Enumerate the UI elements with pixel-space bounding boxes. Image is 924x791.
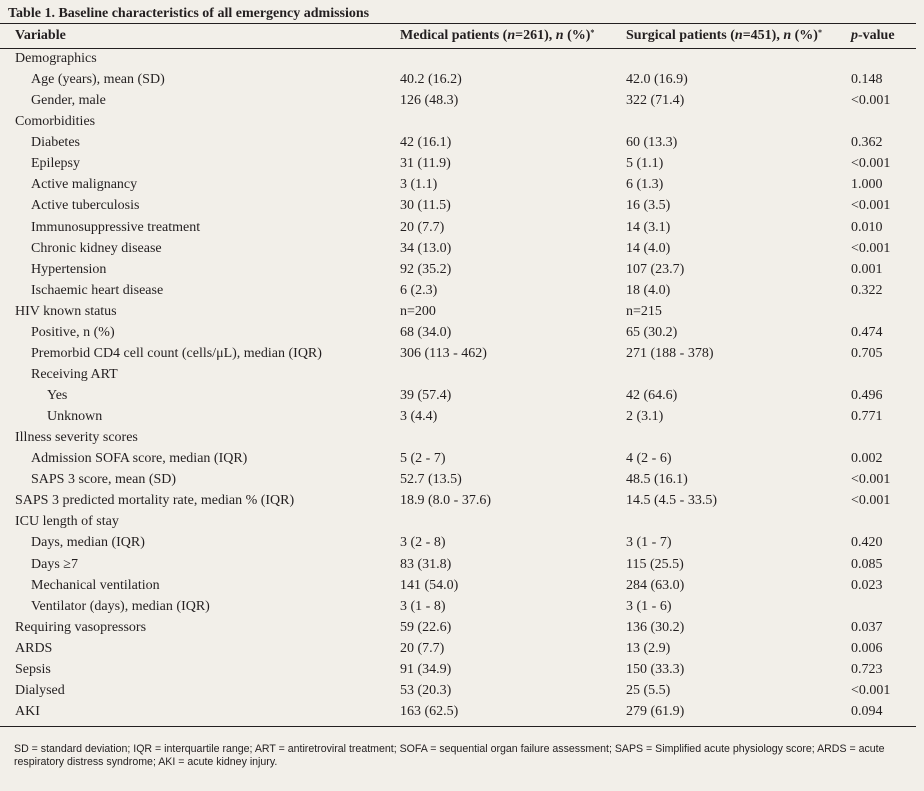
surgical-value: 60 (13.3)	[626, 135, 678, 151]
header-medical-asterisk: *	[590, 28, 595, 37]
row-label: Demographics	[15, 51, 97, 66]
header-p-value	[851, 28, 895, 44]
surgical-value: 2 (3.1)	[626, 409, 664, 425]
p-value: 0.085	[851, 556, 883, 572]
medical-value: 5 (2 - 7)	[400, 451, 446, 467]
table-row	[0, 174, 916, 195]
p-value: 0.362	[851, 135, 883, 151]
row-label: SAPS 3 score, mean (SD)	[31, 472, 177, 488]
header-medical-count: =261),	[515, 28, 556, 43]
surgical-value: 14.5 (4.5 - 33.5)	[626, 493, 717, 509]
row-label: Gender, male	[31, 93, 106, 109]
medical-value: 20 (7.7)	[400, 640, 445, 656]
surgical-value: 65 (30.2)	[626, 324, 678, 340]
header-medical	[400, 28, 594, 44]
p-value: 0.771	[851, 409, 883, 425]
p-value: <0.001	[851, 493, 891, 509]
table-row	[0, 596, 916, 617]
surgical-value: 271 (188 - 378)	[626, 345, 714, 361]
surgical-value: 3 (1 - 6)	[626, 598, 672, 614]
surgical-value: 322 (71.4)	[626, 93, 685, 109]
table-row	[0, 427, 916, 448]
medical-value: 83 (31.8)	[400, 556, 452, 572]
surgical-value: 3 (1 - 7)	[626, 535, 672, 551]
header-medical-pct: (%)	[563, 28, 591, 43]
p-value: 0.705	[851, 345, 883, 361]
row-label: Days ≥7	[31, 556, 78, 572]
header-surgical-asterisk: *	[817, 28, 822, 37]
table-row	[0, 301, 916, 322]
row-label: Ventilator (days), median (IQR)	[31, 598, 210, 614]
medical-value: 39 (57.4)	[400, 388, 452, 403]
row-label: HIV known status	[15, 303, 117, 319]
surgical-value: 279 (61.9)	[626, 703, 685, 719]
table-row	[0, 680, 916, 701]
surgical-value: 16 (3.5)	[626, 198, 671, 214]
surgical-value: 5 (1.1)	[626, 156, 664, 172]
table-row	[0, 153, 916, 174]
table-footnote: SD = standard deviation; IQR = interquartile range; ART = antiretroviral treatment; SOFA = sequential organ failure assessment; SAPS = Simplified acute physiology score; ARDS = acute respiratory distress syndrome; AKI = acute kidney injury.	[14, 743, 885, 768]
table-row	[0, 554, 916, 575]
p-value: 0.037	[851, 619, 883, 635]
medical-value: 3 (1 - 8)	[400, 598, 446, 614]
header-surgical	[626, 28, 822, 44]
p-value: 0.001	[851, 261, 883, 277]
medical-value: 3 (4.4)	[400, 409, 438, 425]
medical-value: 59 (22.6)	[400, 619, 452, 635]
surgical-value: 42.0 (16.9)	[626, 72, 688, 88]
table-row	[0, 701, 916, 722]
table-row	[0, 448, 916, 469]
medical-value: 34 (13.0)	[400, 240, 452, 256]
p-value: 0.002	[851, 451, 883, 467]
row-label: Yes	[47, 388, 68, 403]
medical-value: 3 (2 - 8)	[400, 535, 446, 551]
row-label: ICU length of stay	[15, 514, 119, 530]
surgical-value: 18 (4.0)	[626, 282, 671, 298]
medical-value: n=200	[400, 303, 436, 319]
row-label: Age (years), mean (SD)	[31, 72, 165, 88]
row-label: Dialysed	[15, 682, 65, 698]
table-body	[0, 48, 916, 722]
p-value: <0.001	[851, 93, 891, 109]
row-label: Requiring vasopressors	[15, 619, 147, 635]
header-p-italic: p	[851, 28, 858, 43]
medical-value: 163 (62.5)	[400, 703, 459, 719]
table-row	[0, 280, 916, 301]
table-row	[0, 48, 916, 69]
header-surgical-text: Surgical patients (	[626, 28, 735, 43]
surgical-value: 150 (33.3)	[626, 661, 685, 677]
row-label: Epilepsy	[31, 156, 80, 172]
row-label: Mechanical ventilation	[31, 577, 160, 593]
table-row	[0, 575, 916, 596]
header-medical-n2: n	[555, 28, 564, 43]
medical-value: 20 (7.7)	[400, 219, 445, 235]
surgical-value: 284 (63.0)	[626, 577, 685, 593]
table-row	[0, 532, 916, 553]
p-value: 0.322	[851, 282, 883, 298]
medical-value: 306 (113 - 462)	[400, 345, 487, 361]
table-row	[0, 617, 916, 638]
row-label: Illness severity scores	[15, 430, 138, 446]
table-row	[0, 238, 916, 259]
table-row	[0, 469, 916, 490]
row-label: Diabetes	[31, 135, 80, 151]
p-value: 0.723	[851, 661, 883, 677]
table-row	[0, 406, 916, 427]
medical-value: 68 (34.0)	[400, 324, 452, 340]
table-row	[0, 217, 916, 238]
row-label: SAPS 3 predicted mortality rate, median % (IQR)	[15, 493, 295, 509]
p-value: <0.001	[851, 240, 891, 256]
medical-value: 52.7 (13.5)	[400, 472, 462, 488]
surgical-value: 14 (4.0)	[626, 240, 671, 256]
surgical-value: 107 (23.7)	[626, 261, 685, 277]
medical-value: 18.9 (8.0 - 37.6)	[400, 493, 491, 509]
table-row	[0, 659, 916, 680]
table-row	[0, 195, 916, 216]
row-label: Premorbid CD4 cell count (cells/μL), median (IQR)	[31, 345, 322, 361]
header-surgical-n: n	[734, 28, 743, 43]
medical-value: 141 (54.0)	[400, 577, 459, 593]
row-label: Hypertension	[31, 261, 107, 277]
table-row	[0, 385, 916, 406]
table-row	[0, 322, 916, 343]
row-label: Immunosuppressive treatment	[31, 219, 201, 235]
table-row	[0, 511, 916, 532]
medical-value: 91 (34.9)	[400, 661, 452, 677]
p-value: <0.001	[851, 198, 891, 214]
row-label: Active tuberculosis	[31, 198, 140, 214]
p-value: 0.023	[851, 577, 883, 593]
table-bottom-rule	[0, 726, 916, 727]
header-medical-text: Medical patients (	[400, 28, 508, 43]
row-label: Positive, n (%)	[31, 324, 115, 340]
medical-value: 30 (11.5)	[400, 198, 451, 214]
surgical-value: 48.5 (16.1)	[626, 472, 688, 488]
row-label: Unknown	[47, 409, 103, 425]
row-label: Sepsis	[15, 661, 51, 677]
row-label: Admission SOFA score, median (IQR)	[31, 451, 248, 467]
p-value: <0.001	[851, 472, 891, 488]
p-value: 0.148	[851, 72, 883, 88]
medical-value: 126 (48.3)	[400, 93, 459, 109]
header-surgical-pct: (%)	[791, 28, 818, 43]
surgical-value: 14 (3.1)	[626, 219, 671, 235]
row-label: AKI	[15, 703, 40, 719]
table-row	[0, 132, 916, 153]
row-label: Chronic kidney disease	[31, 240, 162, 256]
medical-value: 53 (20.3)	[400, 682, 452, 698]
table-row	[0, 90, 916, 111]
table-row	[0, 111, 916, 132]
table-row	[0, 638, 916, 659]
row-label: Receiving ART	[31, 366, 118, 382]
surgical-value: 13 (2.9)	[626, 640, 671, 656]
row-label: Comorbidities	[15, 114, 96, 130]
row-label: Days, median (IQR)	[31, 535, 145, 551]
surgical-value: 115 (25.5)	[626, 556, 684, 572]
header-surgical-n2: n	[783, 28, 792, 43]
p-value: <0.001	[851, 156, 891, 172]
table-row	[0, 259, 916, 280]
row-label: Active malignancy	[31, 177, 138, 193]
table-row	[0, 364, 916, 385]
surgical-value: n=215	[626, 303, 662, 319]
table-row	[0, 69, 916, 90]
p-value: 0.474	[851, 324, 883, 340]
surgical-value: 4 (2 - 6)	[626, 451, 672, 467]
row-label: Ischaemic heart disease	[31, 282, 164, 298]
table-caption: Table 1. Baseline characteristics of all emergency admissions	[0, 5, 916, 24]
p-value: 0.006	[851, 640, 883, 656]
medical-value: 40.2 (16.2)	[400, 72, 462, 88]
table-row	[0, 343, 916, 364]
surgical-value: 136 (30.2)	[626, 619, 685, 635]
header-variable: Variable	[15, 28, 66, 43]
row-label: ARDS	[15, 640, 53, 656]
p-value: 1.000	[851, 177, 883, 193]
medical-value: 6 (2.3)	[400, 282, 438, 298]
table-header	[0, 27, 916, 49]
medical-value: 3 (1.1)	[400, 177, 438, 193]
surgical-value: 42 (64.6)	[626, 388, 678, 403]
p-value: 0.010	[851, 219, 883, 235]
medical-value: 31 (11.9)	[400, 156, 451, 172]
header-medical-n: n	[507, 28, 516, 43]
header-p-rest: -value	[858, 28, 895, 43]
table-row	[0, 490, 916, 511]
medical-value: 92 (35.2)	[400, 261, 452, 277]
p-value: 0.420	[851, 535, 883, 551]
p-value: <0.001	[851, 682, 891, 698]
surgical-value: 6 (1.3)	[626, 177, 664, 193]
medical-value: 42 (16.1)	[400, 135, 452, 151]
header-surgical-count: =451),	[742, 28, 784, 43]
p-value: 0.496	[851, 388, 883, 403]
surgical-value: 25 (5.5)	[626, 682, 671, 698]
p-value: 0.094	[851, 703, 883, 719]
